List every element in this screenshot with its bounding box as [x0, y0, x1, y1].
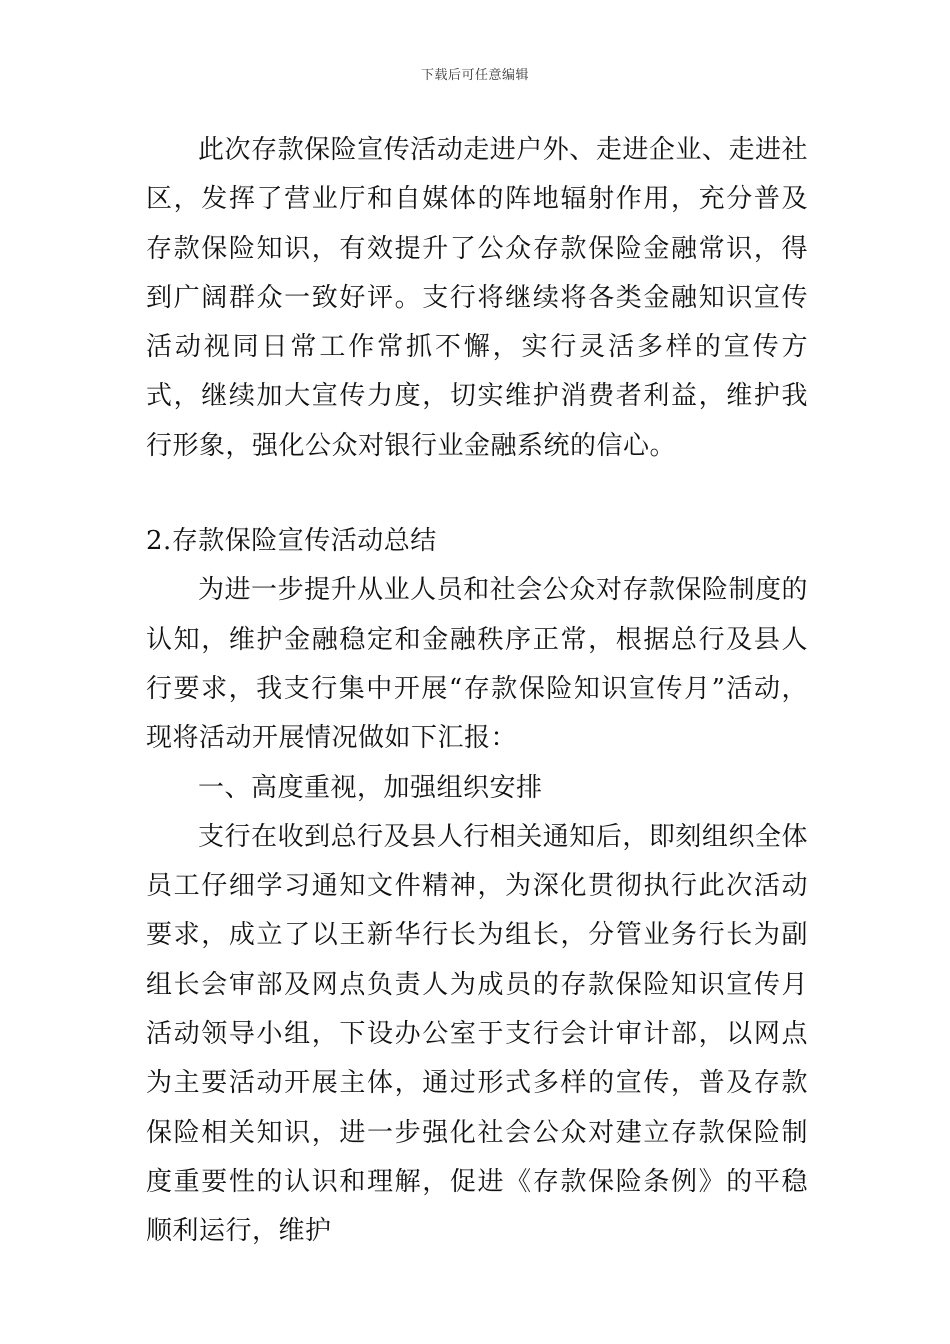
document-body — [146, 126, 808, 1257]
section-title: 2.存款保险宣传活动总结 — [146, 526, 437, 557]
paragraph-organization-details: 支行在收到总行及县人行相关通知后，即刻组织全体员工仔细学习通知文件精神，为深化贯彻执行此次活动要求，成立了以王新华行长为组长，分管业务行长为副组长会审部及网点负责人为成员的存款保险知识宣传月活动领导小组，下设办公室于支行会计审计部，以网点为主要活动开展主体，通过形式多样的宣传，普及存款保险相关知识，进一步强化社会公众对建立存款保险制度重要性的认识和理解，促进《存款保险条例》的平稳顺利运行，维护 — [146, 821, 808, 1247]
paragraph-introduction: 为进一步提升从业人员和社会公众对存款保险制度的认知，维护金融稳定和金融秩序正常，根据总行及县人行要求，我支行集中开展“存款保险知识宣传月”活动，现将活动开展情况做如下汇报： — [146, 575, 808, 754]
paragraph-deposit-insurance-outreach: 此次存款保险宣传活动走进户外、走进企业、走进社区，发挥了营业厅和自媒体的阵地辐射作用，充分普及存款保险知识，有效提升了公众存款保险金融常识，得到广阔群众一致好评。支行将继续将各类金融知识宣传活动视同日常工作常抓不懈，实行灵活多样的宣传方式，继续加大宣传力度，切实维护消费者利益，维护我行形象，强化公众对银行业金融系统的信心。 — [146, 135, 808, 461]
paragraph-spacer — [146, 471, 808, 517]
subheading-organization: 一、高度重视，加强组织安排 — [198, 772, 543, 803]
page-header: 下载后可任意编辑 — [420, 68, 529, 83]
